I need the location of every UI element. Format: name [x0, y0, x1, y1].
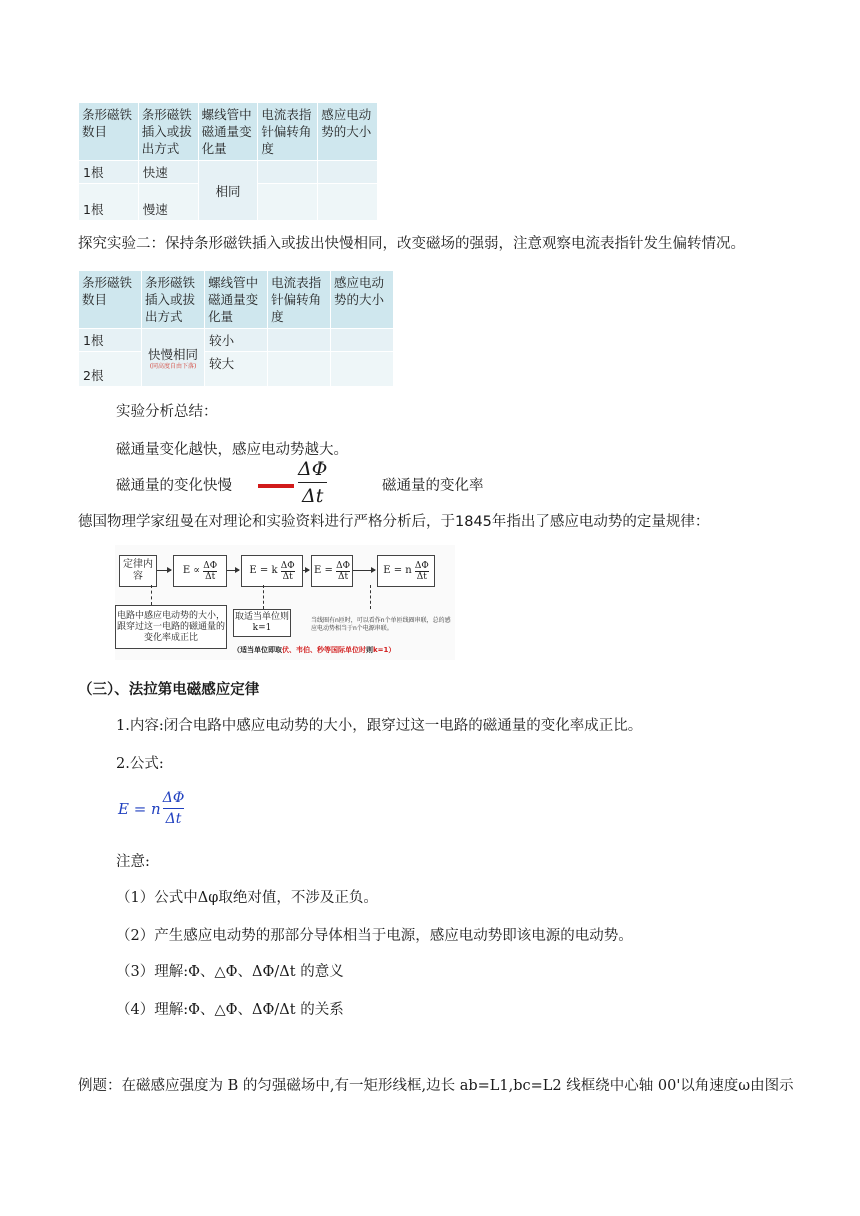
section-heading: （三）、法拉第电磁感应定律: [78, 681, 260, 698]
table-cell: [268, 352, 330, 386]
table-header: 感应电动势的大小: [318, 103, 377, 160]
table-cell: [258, 184, 317, 220]
merged-cell-text: 快慢相同: [148, 346, 199, 362]
arrow: [157, 570, 171, 571]
table-header: 条形磁铁数目: [79, 271, 141, 328]
table-row: [79, 161, 377, 183]
box-num: ΔΦ: [280, 560, 295, 571]
n-turns-box: [377, 555, 435, 587]
table-cell: 1根: [79, 161, 138, 183]
analysis-title: 实验分析总结：: [116, 404, 218, 420]
intro-text: 年指出了感应电动势的定量规律：: [491, 514, 710, 530]
fraction-numerator: ΔΦ: [298, 458, 328, 480]
box-den: Δt: [416, 571, 427, 582]
box-fraction: [336, 561, 350, 582]
merged-cell: [142, 329, 204, 386]
table-header: 感应电动势的大小: [331, 271, 393, 328]
proportional-box: [173, 555, 227, 587]
note-n-turns: 当线圈有n匝时，可以看作n个单匝线圈串联，总的感应电动势相当于n个电源串联。: [311, 617, 451, 632]
note-item: （2）产生感应电动势的那部分导体相当于电源，感应电动势即该电源的电动势。: [116, 928, 633, 944]
box-den: Δt: [282, 571, 293, 582]
faraday-intro: [78, 512, 709, 532]
note-text: 则: [366, 646, 373, 654]
box-num: ΔΦ: [414, 560, 429, 571]
formula-fraction: [163, 790, 185, 827]
box-num: ΔΦ: [336, 560, 350, 571]
constant-k-box: [241, 555, 303, 587]
law-content-box: 定律内容: [119, 555, 157, 587]
experiment-table-2: [78, 270, 394, 387]
note-title: 注意:: [116, 854, 150, 870]
table-cell: [318, 184, 377, 220]
table-row: [79, 352, 393, 386]
table-header: 条形磁铁插入或拔出方式: [142, 271, 204, 328]
table-cell: [318, 161, 377, 183]
intro-text: 德国物理学家纽曼在对理论和实验资料进行严格分析后，于: [78, 514, 455, 530]
note-text: 伏、韦伯、秒等国际单位时: [282, 646, 366, 654]
arrow: [303, 570, 309, 571]
dashed-connector: [370, 585, 371, 609]
table-cell: [331, 352, 393, 386]
formula-denominator: Δt: [165, 811, 182, 827]
example-text: 例题：在磁感应强度为 B 的匀强磁场中,有一矩形线框,边长 ab=L1,bc=L2 线框绕中心轴 00'以角速度ω由图示: [78, 1078, 794, 1094]
merged-cell: 相同: [199, 161, 258, 220]
table-header: 条形磁铁插入或拔出方式: [139, 103, 198, 160]
fraction-bar: [298, 482, 327, 483]
merged-cell-note: (同高度自由下落): [149, 362, 197, 370]
table-header: 螺线管中磁通量变化量: [205, 271, 267, 328]
fraction-denominator: Δt: [301, 485, 324, 507]
note-item: （3）理解:Φ、△Φ、ΔΦ/Δt 的意义: [116, 964, 344, 980]
table-header: 螺线管中磁通量变化量: [199, 103, 258, 160]
formula-numerator: ΔΦ: [162, 790, 185, 806]
table-cell: [258, 161, 317, 183]
dashed-connector: [263, 585, 264, 609]
table-row: [79, 329, 393, 351]
table-header: 电流表指针偏转角度: [268, 271, 330, 328]
intro-year: 1845: [455, 514, 492, 530]
arrow: [353, 570, 375, 571]
derivation-diagram: [115, 545, 455, 660]
table-cell: 较小: [205, 329, 267, 351]
box-den: Δt: [205, 571, 216, 582]
k-one-box: [311, 555, 353, 587]
table-cell: 快速: [139, 161, 198, 183]
red-equivalence-bar: [258, 484, 294, 488]
box-lhs: E = n: [383, 565, 412, 576]
table-cell: 1根: [79, 184, 138, 220]
box-lhs: E =: [314, 565, 333, 576]
note-text: （适当单位即取: [233, 646, 282, 654]
analysis-right: 磁通量的变化率: [382, 478, 484, 494]
box-fraction: [281, 561, 295, 582]
formula-label: 2.公式:: [116, 756, 164, 772]
experiment-table-1: [78, 102, 378, 221]
formula-bar: [163, 808, 185, 809]
table-cell: [268, 329, 330, 351]
law-content: 1.内容:闭合电路中感应电动势的大小，跟穿过这一电路的磁通量的变化率成正比。: [116, 718, 643, 734]
box-fraction: [203, 561, 217, 582]
box-fraction: [415, 561, 429, 582]
table-cell: [331, 329, 393, 351]
box-num: ΔΦ: [203, 560, 218, 571]
experiment-2-text: 探究实验二：保持条形磁铁插入或拔出快慢相同，改变磁场的强弱，注意观察电流表指针发生偏转情况。: [78, 236, 745, 252]
table-cell: 慢速: [139, 184, 198, 220]
table-header: 电流表指针偏转角度: [258, 103, 317, 160]
note-proportional: 电路中感应电动势的大小，跟穿过这一电路的磁通量的变化率成正比: [115, 605, 227, 649]
table-header: 条形磁铁数目: [79, 103, 138, 160]
box-den: Δt: [337, 571, 349, 582]
note-unit: 取适当单位则k=1: [233, 609, 291, 637]
note-si-units: [233, 646, 395, 655]
rate-fraction: [298, 458, 327, 507]
table-cell: 2根: [79, 352, 141, 386]
analysis-left: 磁通量的变化快慢: [116, 478, 232, 494]
box-lhs: E ∝: [182, 565, 201, 576]
note-item: （4）理解:Φ、△Φ、ΔΦ/Δt 的关系: [116, 1002, 344, 1018]
faraday-formula: [118, 790, 184, 827]
analysis-line: 磁通量变化越快，感应电动势越大。: [116, 442, 348, 458]
dashed-connector: [151, 585, 152, 605]
arrow: [227, 570, 239, 571]
formula-lhs: E = n: [118, 799, 161, 818]
note-item: （1）公式中Δφ取绝对值，不涉及正负。: [116, 890, 378, 906]
table-cell: 1根: [79, 329, 141, 351]
note-text: k=1）: [373, 646, 396, 654]
box-lhs: E = k: [249, 565, 278, 576]
table-cell: 较大: [205, 352, 267, 386]
